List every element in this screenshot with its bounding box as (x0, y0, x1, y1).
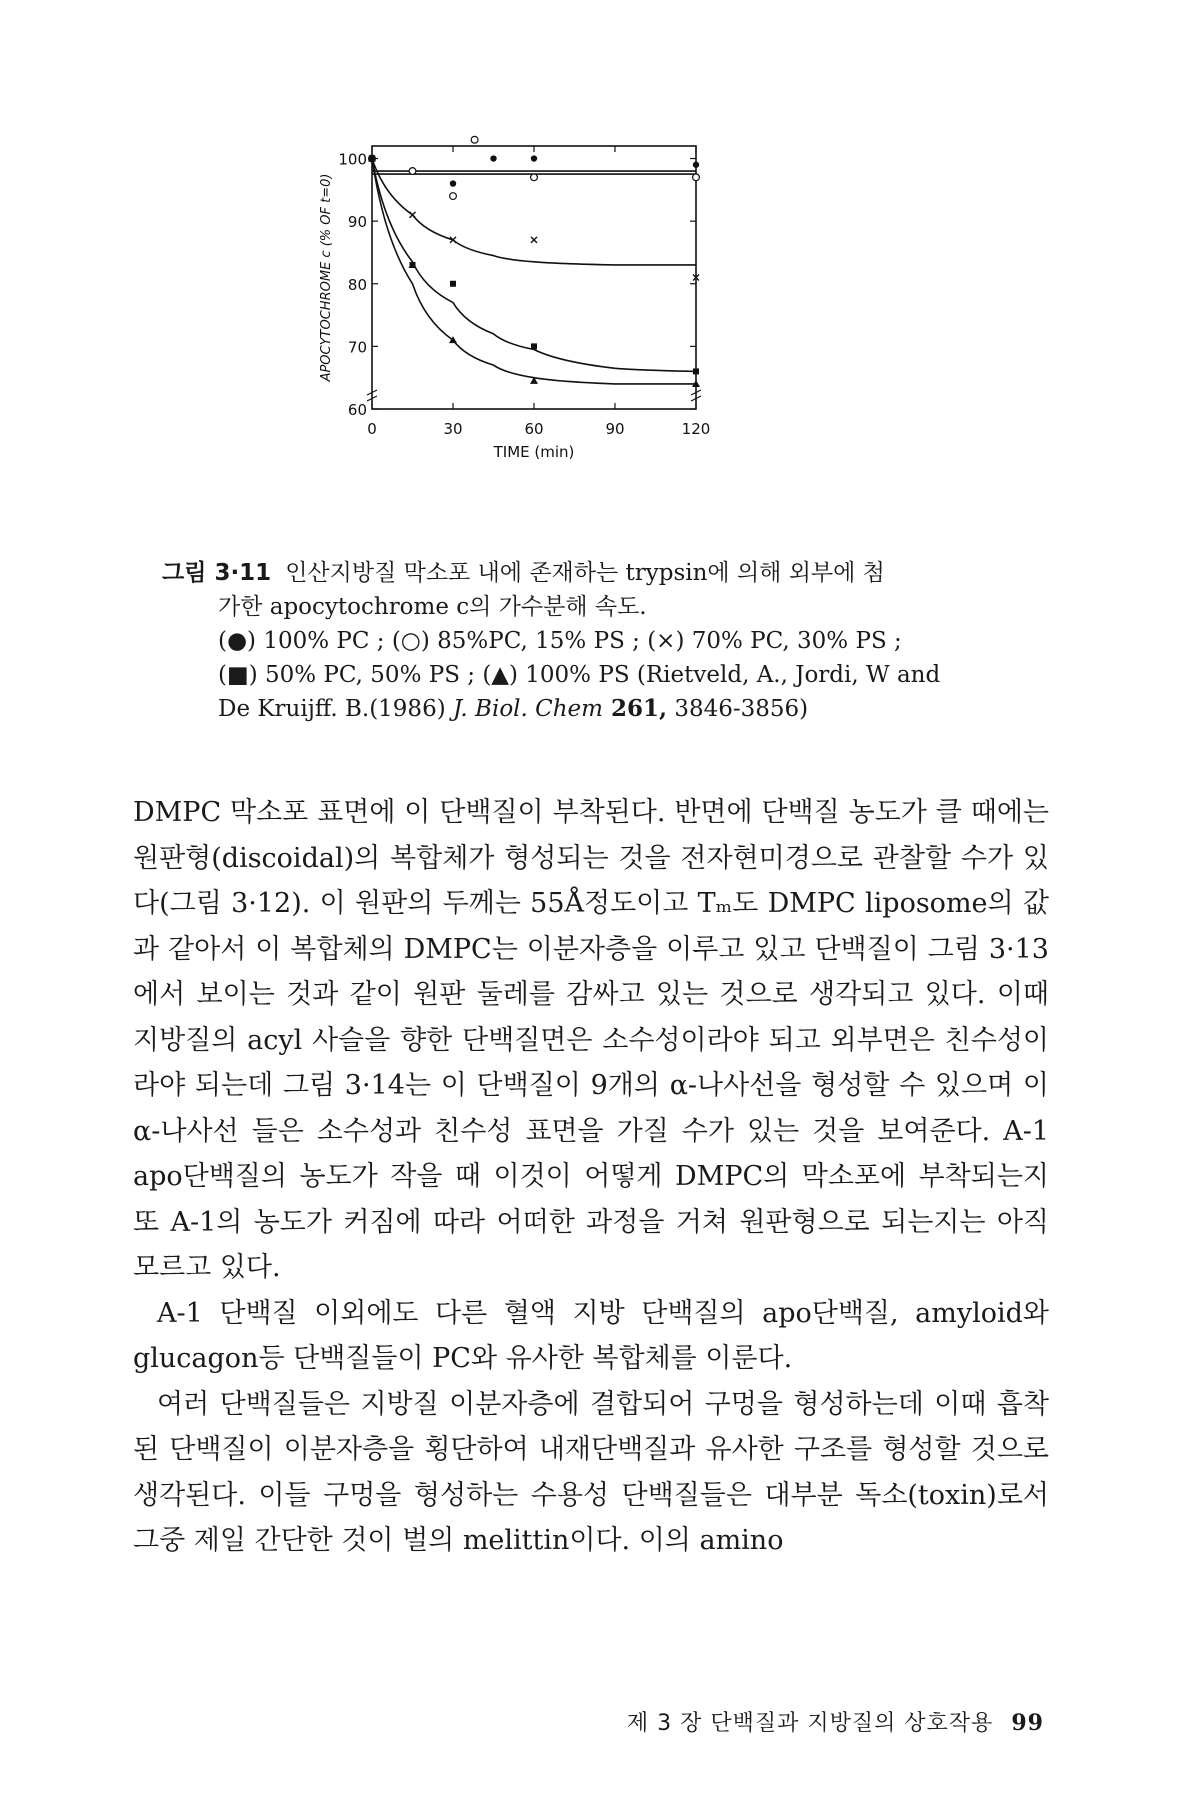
data-point-series-3 (693, 368, 699, 374)
page-footer (627, 1706, 1044, 1737)
caption-pages: 3846-3856) (667, 696, 809, 722)
y-tick-label: 90 (347, 213, 367, 232)
paragraph-2: A-1 단백질 이외에도 다른 혈액 지방 단백질의 apo단백질, amyloid와 glucagon등 단백질들이 PC와 유사한 복합체를 이룬다. (133, 1297, 1049, 1374)
apocytochrome-chart (319, 118, 820, 558)
x-tick-label: 120 (681, 420, 711, 438)
data-point-series-3 (531, 343, 537, 349)
body-text (133, 790, 1049, 1564)
data-point-series-1 (450, 193, 457, 200)
data-point-series-1 (409, 168, 416, 175)
y-tick-label: 70 (347, 338, 367, 357)
data-point-series-1 (531, 174, 538, 181)
data-point-series-1 (471, 136, 478, 143)
data-point-series-0 (490, 155, 496, 161)
figure-3-11 (319, 118, 820, 558)
y-axis-label: APOCYTOCHROME c (% OF t=0) (319, 173, 334, 382)
chapter-title: 제 3 장 단백질과 지방질의 상호작용 (626, 1711, 994, 1736)
data-point-series-0 (450, 180, 456, 186)
y-tick-label: 60 (347, 401, 367, 419)
caption-line-1: 인산지방질 막소포 내에 존재하는 trypsin에 의해 외부에 첨 (285, 560, 885, 586)
data-point-series-2 (410, 212, 416, 218)
data-point-series-3 (450, 281, 456, 287)
caption-volume: 261, (602, 695, 668, 722)
figure-caption (162, 556, 1042, 726)
paragraph-1: DMPC 막소포 표면에 이 단백질이 부착된다. 반면에 단백질 농도가 클 때에는 원판형(discoidal)의 복합체가 형성되는 것을 전자현미경으로 관찰할 수가 있다(그림 3·12). 이 원판의 두께는 55Å정도이고 Tₘ도 DMPC liposome의 값과 같아서 이 복합체의 DMPC는 이분자층을 이루고 있고 단백질이 그림 3·13에서 보이는 것과 같이 원판 둘레를 감싸고 있는 것으로 생각되고 있다. 이때 지방질의 acyl 사슬을 향한 단백질면은 소수성이라야 되고 외부면은 친수성이라야 되는데 그림 3·14는 이 단백질이 9개의 α-나사선을 형성할 수 있으며 이 α-나사선 들은 소수성과 친수성 표면을 가질 수가 있는 것을 보여준다. A-1 apo단백질의 농도가 작을 때 이것이 어떻게 DMPC의 막소포에 부착되는지 또 A-1의 농도가 커짐에 따라 어떠한 과정을 거쳐 원판형으로 되는지는 아직 모르고 있다. (133, 797, 1049, 1283)
caption-authors: De Kruijff. B.(1986) (218, 696, 453, 722)
caption-line-3: (●) 100% PC ; (○) 85%PC, 15% PS ; (×) 70% PC, 30% PS ; (218, 628, 902, 654)
page-number: 99 (1011, 1710, 1044, 1736)
caption-line-5 (162, 692, 1042, 726)
paragraph-3: 여러 단백질들은 지방질 이분자층에 결합되어 구멍을 형성하는데 이때 흡착된 단백질이 이분자층을 횡단하여 내재단백질과 유사한 구조를 형성할 것으로 생각된다. 이들 구멍을 형성하는 수용성 단백질들은 대부분 독소(toxin)로서 그중 제일 간단한 것이 벌의 melittin이다. 이의 amino (133, 1388, 1049, 1556)
data-point-series-0 (693, 162, 699, 168)
x-axis-label: TIME (min) (493, 443, 575, 461)
caption-line-4: (■) 50% PC, 50% PS ; (▲) 100% PS (Rietveld, A., Jordi, W and (218, 662, 941, 688)
x-tick-label: 60 (524, 420, 544, 438)
data-point-series-1 (693, 174, 700, 181)
data-point-series-2 (531, 237, 537, 243)
caption-journal: J. Biol. Chem (453, 696, 603, 722)
caption-label: 그림 3·11 (162, 560, 272, 586)
caption-first-line (162, 556, 1042, 590)
x-tick-label: 90 (605, 420, 625, 438)
y-tick-label: 100 (338, 150, 367, 169)
y-tick-label: 80 (347, 275, 367, 294)
caption-line-2: 가한 apocytochrome c의 가수분해 속도. (218, 594, 647, 620)
x-tick-label: 30 (443, 420, 463, 438)
x-tick-label: 0 (367, 420, 377, 438)
data-point-series-0 (531, 155, 537, 161)
